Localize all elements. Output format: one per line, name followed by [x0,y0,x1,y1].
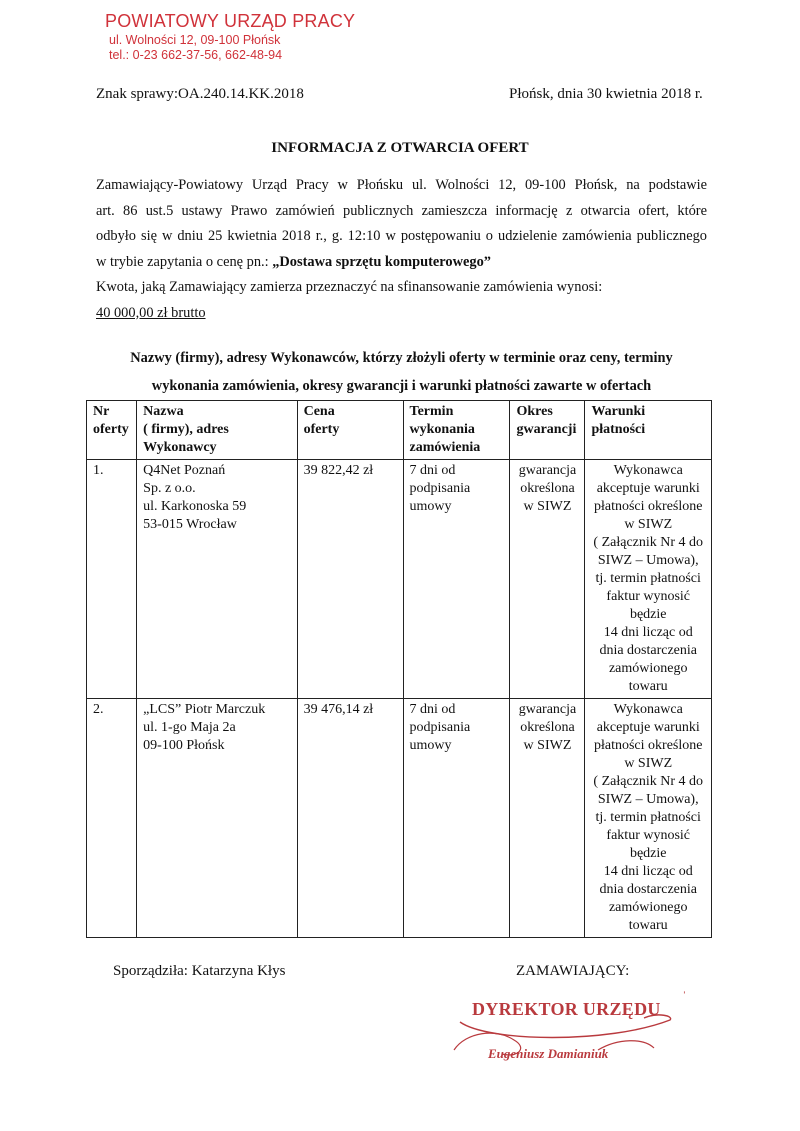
signature-title: DYREKTOR URZĘDU [472,999,661,1019]
caption-line: wykonania zamówienia, okresy gwarancji i warunki płatności zawarte w ofertach [151,378,652,394]
caption-line: Nazwy (firmy), adresy Wykonawców, którzy złożyli oferty w terminie oraz ceny, terminy [130,350,673,366]
procedure-name: „Dostawa sprzętu komputerowego” [272,253,491,270]
header-payment: Warunki płatności [585,401,712,460]
body-line: art. 86 ust.5 ustawy Prawo zamówień publicznych zamieszcza informację z otwarcia ofert, które [96,202,707,219]
table-row [87,460,712,699]
cell-nr: 1. [87,460,137,699]
header-warranty: Okres gwarancji [510,401,585,460]
office-stamp [105,10,355,64]
body-text [96,173,707,326]
cell-term: 7 dni od podpisania umowy [403,460,510,699]
cell-price: 39 476,14 zł [297,699,403,938]
procedure-prefix: w trybie zapytania o cenę pn.: [96,253,273,270]
table-header-row [87,401,712,460]
case-reference: Znak sprawy:OA.240.14.KK.2018 [96,86,304,102]
offers-table [86,400,712,938]
cell-nr: 2. [87,699,137,938]
budget-amount: 40 000,00 zł brutto [96,304,206,321]
body-line [96,250,707,276]
stamp-phone: tel.: 0-23 662-37-56, 662-48-94 [109,48,283,63]
stamp-office-name: POWIATOWY URZĄD PRACY [105,11,356,31]
header-term: Termin wykonania zamówienia [403,401,510,460]
cell-name: „LCS” Piotr Marczuk ul. 1-go Maja 2a 09-100 Płońsk [137,699,297,938]
cell-warranty: gwarancja określona w SIWZ [510,460,585,699]
cell-name: Q4Net Poznań Sp. z o.o. ul. Karkonoska 59 53-015 Wrocław [137,460,297,699]
body-line: Zamawiający-Powiatowy Urząd Pracy w Płońsku ul. Wolności 12, 09-100 Płońsk, na podstawie [96,177,707,193]
prepared-by: Sporządziła: Katarzyna Kłys [113,963,286,979]
body-line: Kwota, jaką Zamawiający zamierza przeznaczyć na sfinansowanie zamówienia wynosi: [96,279,603,295]
place-date: Płońsk, dnia 30 kwietnia 2018 r. [509,86,703,102]
cell-payment: Wykonawca akceptuje warunki płatności określone w SIWZ ( Załącznik Nr 4 do SIWZ – Umowa), tj. termin płatności faktur wynosić będzie 14 dni licząc od dnia dostarczenia zamówionego towaru [585,460,712,699]
header-name: Nazwa ( firmy), adres Wykonawcy [137,401,297,460]
cell-price: 39 822,42 zł [297,460,403,699]
body-line: odbyło się w dniu 25 kwietnia 2018 r., g. 12:10 w postępowaniu o udzielenie zamówienia publicznego [96,228,707,244]
document-title: INFORMACJA Z OTWARCIA OFERT [271,140,529,156]
cell-payment: Wykonawca akceptuje warunki płatności określone w SIWZ ( Załącznik Nr 4 do SIWZ – Umowa), tj. termin płatności faktur wynosić będzie 14 dni licząc od dnia dostarczenia zamówionego towaru [585,699,712,938]
orderer-label: ZAMAWIAJĄCY: [516,963,630,979]
header-price: Cena oferty [297,401,403,460]
table-caption [96,344,707,400]
stamp-address: ul. Wolności 12, 09-100 Płońsk [109,32,281,47]
signature-name: Eugeniusz Damianiuk [488,1046,609,1061]
signature-mark-icon: ˈ [682,990,687,1005]
header-nr: Nr oferty [87,401,137,460]
table-row [87,699,712,938]
cell-term: 7 dni od podpisania umowy [403,699,510,938]
cell-warranty: gwarancja określona w SIWZ [510,699,585,938]
